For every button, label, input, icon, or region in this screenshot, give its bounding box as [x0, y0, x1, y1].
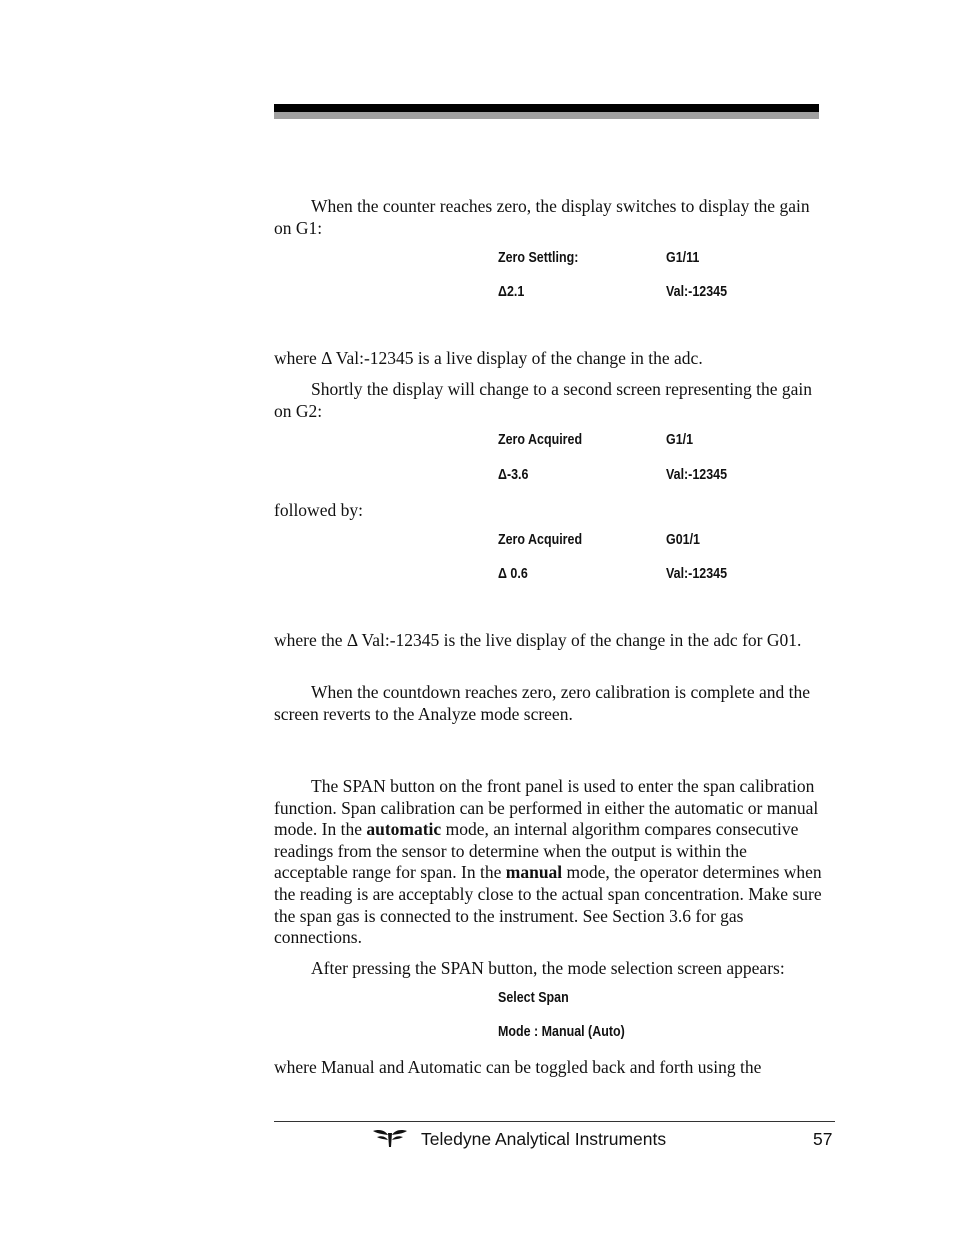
header-rule-black	[274, 104, 819, 112]
header-rule-gray	[274, 112, 819, 119]
screen2-row2-left: Δ-3.6	[498, 467, 529, 483]
span-text-bold-automatic: automatic	[366, 819, 442, 840]
followed-by-text: followed by:	[274, 500, 363, 520]
screen1-row2-left: Δ2.1	[498, 284, 525, 300]
footer-company-name: Teledyne Analytical Instruments	[421, 1129, 667, 1149]
span-text-part2: mode, an internal algorithm compares consecutive readings from the sensor to determine when the output is within the acceptable range for span. In the	[274, 819, 799, 883]
screen1-row2-right: Val:-12345	[666, 284, 728, 300]
teledyne-logo-icon	[372, 1128, 408, 1148]
footer-rule	[274, 1121, 835, 1122]
page-number: 57	[813, 1129, 833, 1149]
after-pressing-paragraph: After pressing the SPAN button, the mode selection screen appears:	[311, 958, 785, 978]
screen4-row2: Mode : Manual (Auto)	[498, 1024, 625, 1040]
span-paragraph	[274, 776, 822, 949]
screen2-row1-right: G1/1	[666, 432, 694, 448]
screen3-row2-right: Val:-12345	[666, 566, 728, 582]
span-text-part3: mode, the operator determines when the reading is are acceptably close to the actual span concentration. Make sure the span gas is connected to the instrument. See Section 3.6 for gas connections.	[274, 862, 822, 948]
screen3-row1-left: Zero Acquired	[498, 532, 583, 548]
where-paragraph-1: where Δ Val:-12345 is a live display of the change in the adc.	[274, 348, 703, 368]
countdown-paragraph: When the countdown reaches zero, zero calibration is complete and the screen reverts to the Analyze mode screen.	[274, 682, 811, 724]
where-paragraph-3: where Manual and Automatic can be toggled back and forth using the	[274, 1057, 762, 1077]
screen3-row2-left: Δ 0.6	[498, 566, 528, 582]
screen2-row1-left: Zero Acquired	[498, 432, 583, 448]
screen4-row1: Select Span	[498, 990, 569, 1006]
screen1-row1-left: Zero Settling:	[498, 250, 579, 266]
screen1-row1-right: G1/11	[666, 250, 700, 266]
span-text-part1: The SPAN button on the front panel is used to enter the span calibration function. Span calibration can be performed in either the automatic or manual mode. In the	[274, 776, 819, 840]
intro-paragraph: When the counter reaches zero, the display switches to display the gain on G1:	[274, 196, 810, 238]
screen3-row1-right: G01/1	[666, 532, 700, 548]
screen2-row2-right: Val:-12345	[666, 467, 728, 483]
span-text-bold-manual: manual	[505, 862, 563, 883]
shortly-paragraph: Shortly the display will change to a second screen representing the gain on G2:	[274, 379, 813, 421]
where-paragraph-2: where the Δ Val:-12345 is the live display of the change in the adc for G01.	[274, 630, 802, 650]
